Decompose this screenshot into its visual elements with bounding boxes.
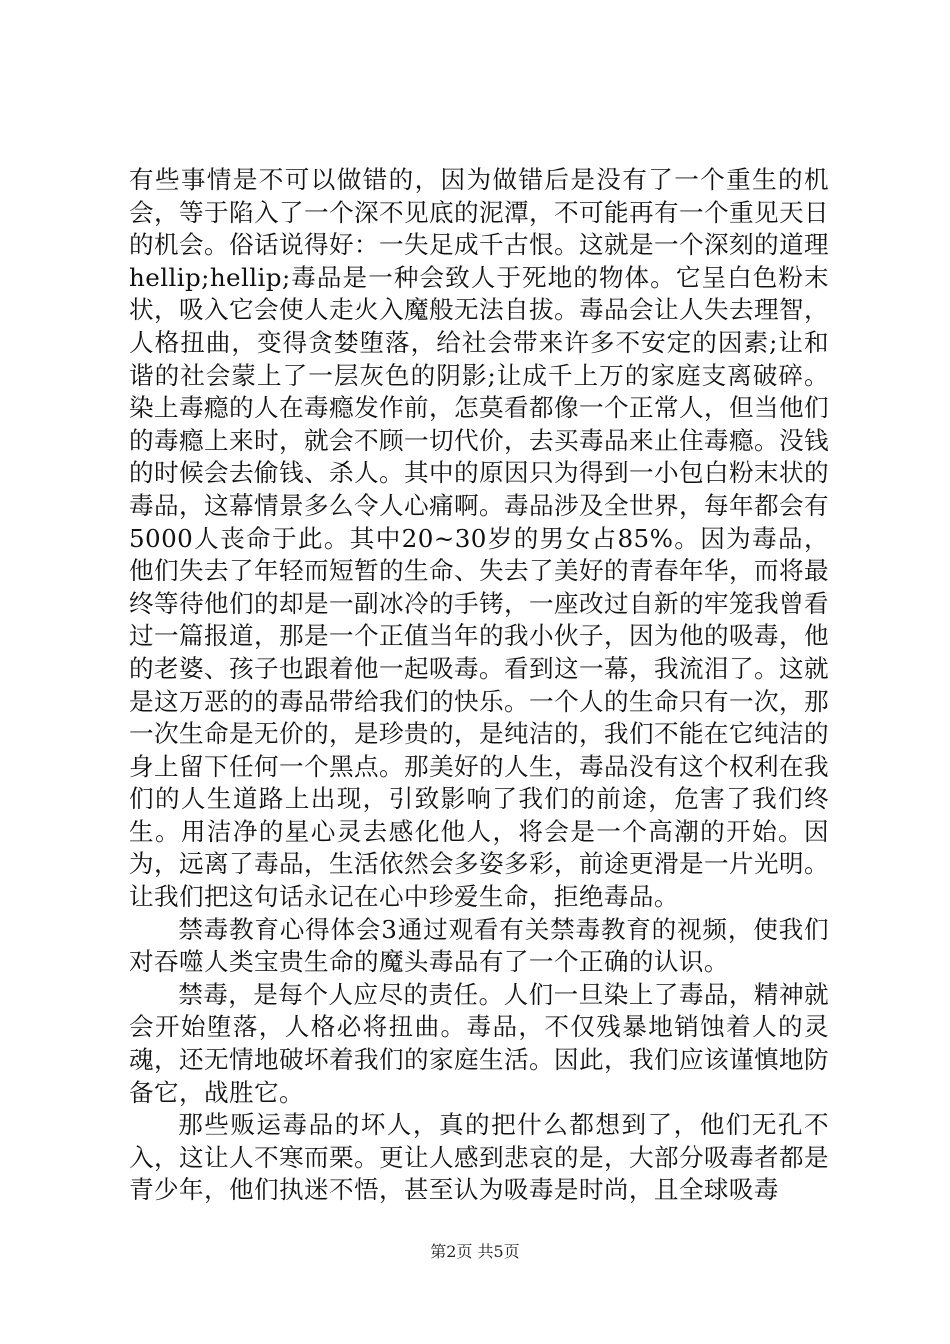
paragraph-3: 禁毒，是每个人应尽的责任。人们一旦染上了毒品，精神就会开始堕落，人格必将扭曲。毒品，不仅残暴地销蚀着人的灵魂，还无情地破坏着我们的家庭生活。因此，我们应该谨慎地防备它，战胜它。: [129, 979, 829, 1107]
page-number-label: 第2页 共5页: [430, 1242, 520, 1261]
page-footer: [0, 1242, 950, 1262]
paragraph-4: 那些贩运毒品的坏人，真的把什么都想到了，他们无孔不入，这让人不寒而栗。更让人感到悲哀的是，大部分吸毒者都是青少年，他们执迷不悟，甚至认为吸毒是时尚，且全球吸毒: [129, 1110, 829, 1205]
paragraph-1: 有些事情是不可以做错的，因为做错后是没有了一个重生的机会，等于陷入了一个深不见底的泥潭，不可能再有一个重见天日的机会。俗话说得好：一失足成千古恨。这就是一个深刻的道理hellip;hellip;毒品是一种会致人于死地的物体。它呈白色粉末状，吸入它会使人走火入魔般无法自拔。毒品会让人失去理智，人格扭曲，变得贪婪堕落，给社会带来许多不安定的因素;让和谐的社会蒙上了一层灰色的阴影;让成千上万的家庭支离破碎。染上毒瘾的人在毒瘾发作前，怎莫看都像一个正常人，但当他们的毒瘾上来时，就会不顾一切代价，去买毒品来止住毒瘾。没钱的时候会去偷钱、杀人。其中的原因只为得到一小包白粉末状的毒品，这幕情景多么令人心痛啊。毒品涉及全世界，每年都会有5000人丧命于此。其中20~30岁的男女占85%。因为毒品，他们失去了年轻而短暂的生命、失去了美好的青春年华，而将最终等待他们的却是一副冰冷的手铐，一座改过自新的牢笼我曾看过一篇报道，那是一个正值当年的我小伙子，因为他的吸毒，他的老婆、孩子也跟着他一起吸毒。看到这一幕，我流泪了。这就是这万恶的的毒品带给我们的快乐。一个人的生命只有一次，那一次生命是无价的，是珍贵的，是纯洁的，我们不能在它纯洁的身上留下任何一个黑点。那美好的人生，毒品没有这个权利在我们的人生道路上出现，引致影响了我们的前途，危害了我们终生。用洁净的星心灵去感化他人，将会是一个高潮的开始。因为，远离了毒品，生活依然会多姿多彩，前途更滑是一片光明。让我们把这句话永记在心中珍爱生命，拒绝毒品。: [129, 165, 829, 912]
document-body: [129, 164, 829, 1207]
paragraph-2: 禁毒教育心得体会3通过观看有关禁毒教育的视频，使我们对吞噬人类宝贵生命的魔头毒品有了一个正确的认识。: [129, 914, 829, 977]
